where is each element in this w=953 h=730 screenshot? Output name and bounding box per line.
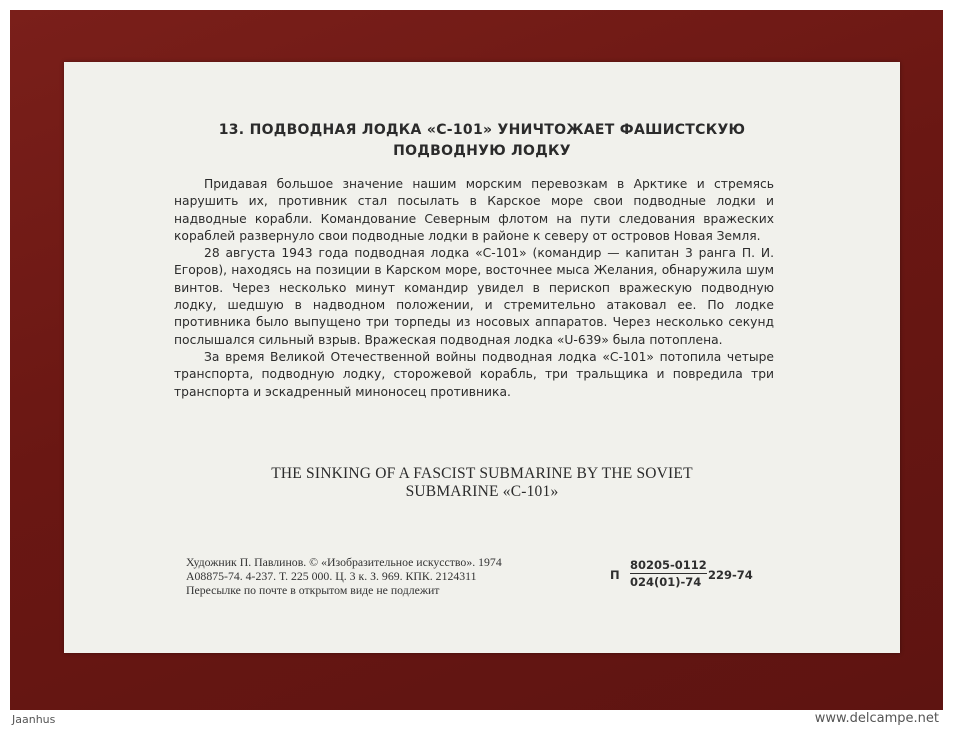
card-title (64, 120, 900, 162)
paragraph-2: 28 августа 1943 года подводная лодка «С-101» (командир — капитан 3 ранга П. И. Егоров), находясь на позиции в Карском море, восточнее мыса Желания, обнаружила шум винтов. Через несколько минут командир увидел в перископ вражескую подводную лодку, шедшую в надводном положении, и стремительно атаковал ее. По лодке противника было выпущено три торпеды из носовых аппаратов. Через несколько секунд послышался сильный взрыв. Вражеская подводная лодка «U-639» была потоплена. (174, 246, 774, 347)
title-line-2: ПОДВОДНУЮ ЛОДКУ (393, 143, 571, 159)
paragraph-1: Придавая большое значение нашим морским перевозкам в Арктике и стремясь нарушить их, противник стал посылать в Карское море свои подводные лодки и надводные корабли. Командование Северным флотом на пути следования вражеских кораблей развернуло свои подводные лодки в районе к северу от островов Новая Земля. (174, 177, 774, 243)
english-line-1: THE SINKING OF A FASCIST SUBMARINE BY THE SOVIET (271, 465, 693, 482)
code-denominator: 024(01)-74 (630, 575, 702, 589)
code-fraction (630, 558, 707, 589)
imprint-line-3: Пересылке по почте в открытом виде не подлежит (186, 583, 440, 597)
publisher-imprint (186, 555, 502, 597)
card-body-text (174, 176, 774, 401)
code-suffix: 229-74 (708, 568, 753, 582)
english-caption (64, 465, 900, 501)
code-prefix: П (610, 568, 620, 582)
paragraph-3: За время Великой Отечественной войны подводная лодка «С-101» потопила четыре транспорта, подводную лодку, сторожевой корабль, три тральщика и повредила три транспорта и эскадренный миноносец противника. (174, 349, 774, 399)
imprint-line-2: А08875-74. 4-237. Т. 225 000. Ц. 3 к. З. 969. КПК. 2124311 (186, 569, 477, 583)
title-line-1: 13. ПОДВОДНАЯ ЛОДКА «С-101» УНИЧТОЖАЕТ ФАШИСТСКУЮ (218, 122, 746, 138)
watermark-seller: Jaanhus (12, 713, 56, 726)
code-numerator: 80205-0112 (630, 558, 707, 572)
watermark-site: www.delcampe.net (814, 711, 939, 726)
imprint-line-1: Художник П. Павлинов. © «Изобразительное искусство». 1974 (186, 555, 502, 569)
english-line-2: SUBMARINE «C-101» (405, 483, 559, 500)
postcard-back (64, 62, 900, 653)
